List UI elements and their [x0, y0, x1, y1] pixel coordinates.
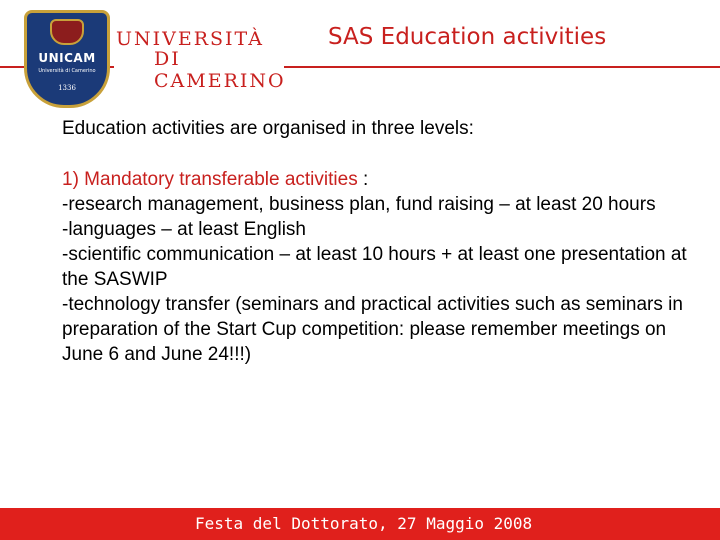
- crest-name: UNICAM: [38, 51, 96, 65]
- crest-emblem-icon: [50, 19, 84, 45]
- crest-year: 1336: [58, 84, 76, 92]
- list-item: -research management, business plan, fund raising – at least 20 hours: [62, 194, 656, 215]
- list-item: -technology transfer (seminars and practical activities such as seminars in preparation of the Start Cup competition: please remember meetings on June 6 and June 24!!!): [62, 294, 683, 365]
- list-item: -languages – at least English: [62, 219, 306, 240]
- slide-body: [62, 116, 702, 367]
- wordmark-line-2: DI CAMERINO: [154, 48, 286, 92]
- list-item: -scientific communication – at least 10 hours + at least one presentation at the SASWIP: [62, 244, 687, 290]
- level-heading: [62, 167, 702, 192]
- footer-text: Festa del Dottorato, 27 Maggio 2008: [195, 514, 533, 533]
- level-heading-text: 1) Mandatory transferable activities: [62, 169, 358, 190]
- slide-title: SAS Education activities: [328, 24, 607, 50]
- university-crest-logo: [24, 10, 110, 108]
- crest-subtext: Università di Camerino: [38, 68, 96, 74]
- level-heading-suffix: :: [357, 169, 369, 190]
- wordmark-line-1: UNIVERSITÀ: [116, 28, 264, 50]
- university-wordmark: [114, 28, 286, 92]
- intro-text: Education activities are organised in three levels:: [62, 118, 474, 139]
